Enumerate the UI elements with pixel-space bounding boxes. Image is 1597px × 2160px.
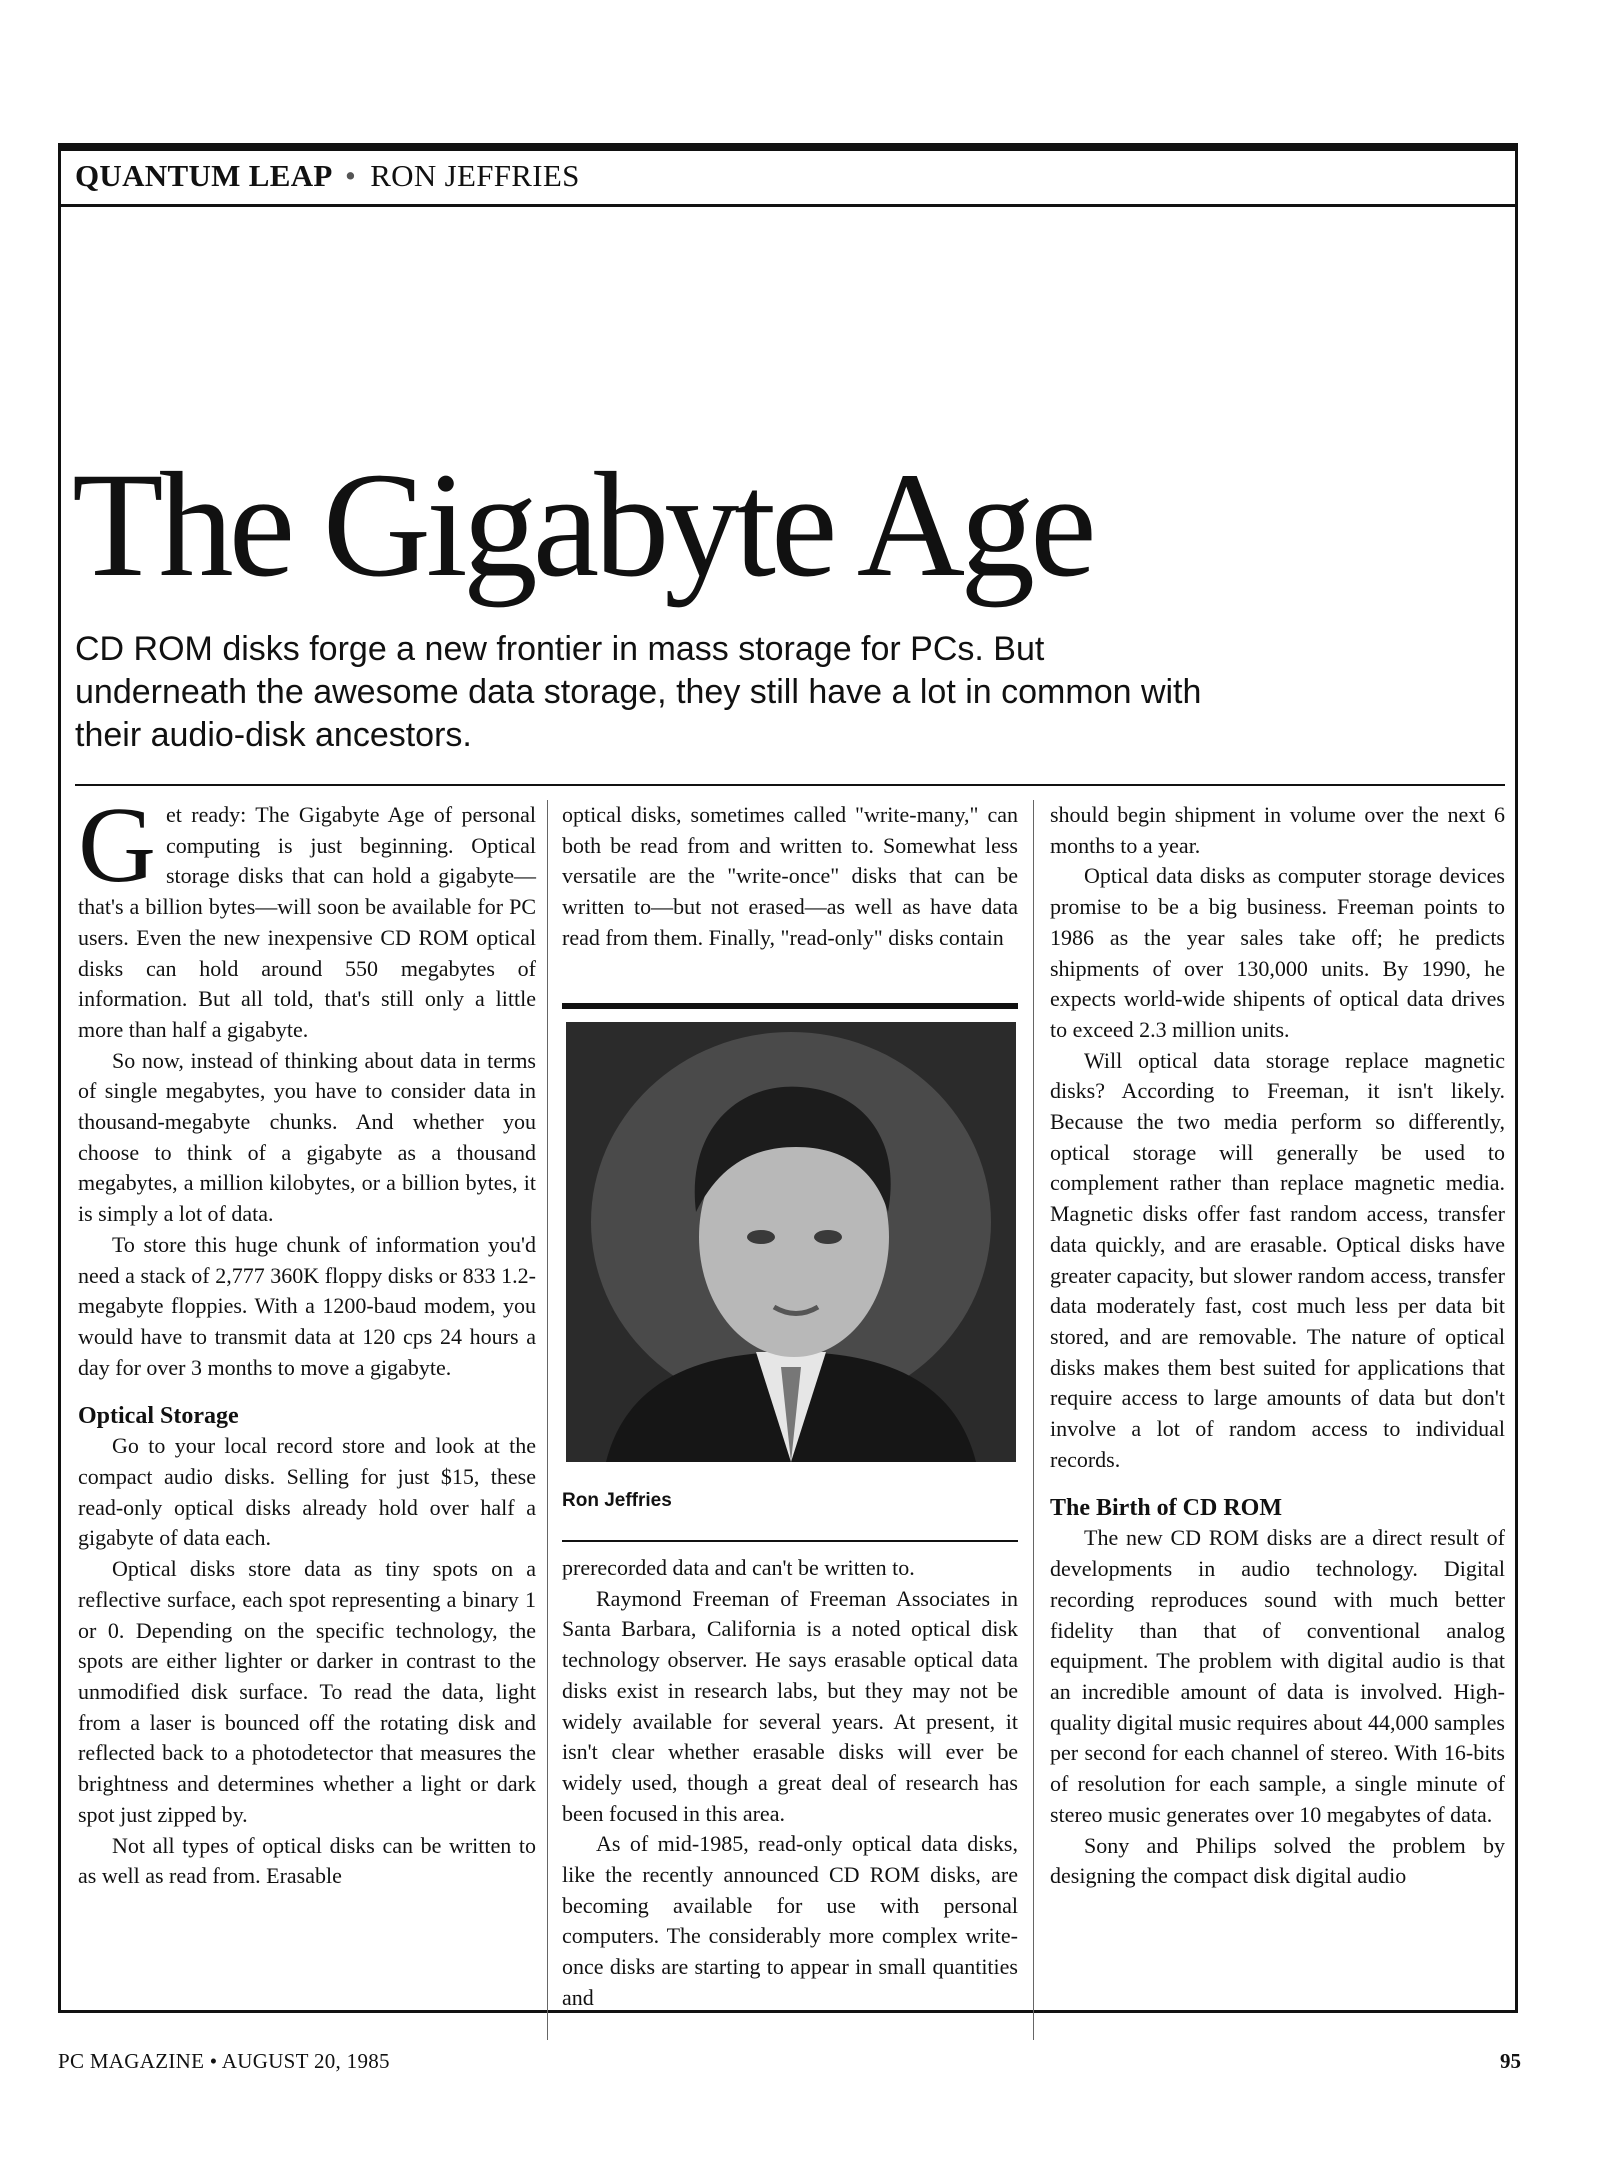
paragraph: Sony and Philips solved the problem by designing the compact disk digital audio <box>1050 1832 1505 1889</box>
section-heading: The Birth of CD ROM <box>1050 1495 1282 1522</box>
drop-cap: G <box>78 786 156 905</box>
caption-rule <box>562 1540 1018 1542</box>
header-separator: • <box>344 158 357 193</box>
column-divider <box>547 800 548 2040</box>
paragraph: Get ready: The Gigabyte Age of personal computing is just beginning. Optical storage disks that can hold a gigabyte—that's a billion bytes—will soon be available for PC users. Even the new inexpensive CD ROM optical disks can hold around 550 megabytes of information. But all told, that's still only a little more than half a gigabyte. <box>78 786 536 1042</box>
paragraph: The new CD ROM disks are a direct result of developments in audio technology. Digital recording reproduces sound with much better fidelity than that of conventional analog equipment. The problem with digital audio is that an incredible amount of data is involved. High-quality digital music requires about 44,000 samples per second for each channel of stereo. With 16-bits of resolution for each sample, a single minute of stereo music generates over 10 megabytes of data. <box>1050 1525 1505 1827</box>
paragraph: To store this huge chunk of information you'd need a stack of 2,777 360K floppy disks or 833 1.2-megabyte floppies. With a 1200-baud modem, you would have to transmit data at 120 cps 24 hours a day for over 3 months to move a gigabyte. <box>78 1231 536 1380</box>
paragraph: optical disks, sometimes called "write-many," can both be read from and written to. Somewhat less versatile are the "write-once" disks that can be written to—but not erased—as well as have data read from them. Finally, "read-only" disks contain <box>562 802 1018 950</box>
column-divider <box>1033 800 1034 2040</box>
paragraph: prerecorded data and can't be written to. <box>562 1555 915 1580</box>
column-1 <box>78 786 536 1892</box>
footer-publication: PC MAGAZINE • AUGUST 20, 1985 <box>58 2049 390 2073</box>
paragraph: So now, instead of thinking about data in terms of single megabytes, you have to consider data in thousand-megabyte chunks. And whether you choose to think of a gigabyte as a thousand megabytes, a million kilobytes, or a billion bytes, it is simply a lot of data. <box>78 1047 536 1227</box>
column-author: RON JEFFRIES <box>370 158 580 193</box>
paragraph: Optical disks store data as tiny spots on a reflective surface, each spot representing a binary 1 or 0. Depending on the specific technology, the spots are either lighter or darker in contrast to the unmodified disk surface. To read the data, light from a laser is bounced off the rotating disk and reflected back to a photodetector that measures the brightness and determines whether a light or dark spot just zipped by. <box>78 1556 536 1827</box>
paragraph: Will optical data storage replace magnetic disks? According to Freeman, it isn't likely. Because the two media perform so differently, optical storage will generally be used to complement rather than replace magnetic media. Magnetic disks offer fast random access, transfer data quickly, and are erasable. Optical disks have greater capacity, but slower random access, transfer data moderately fast, cost much less per data bit stored, and are removable. The nature of optical disks makes them best suited for applications that require access to large amounts of data but don't involve a lot of random access to individual records. <box>1050 1047 1505 1472</box>
column-name: QUANTUM LEAP <box>75 158 331 193</box>
deck-rule <box>75 784 1505 786</box>
article-deck: CD ROM disks forge a new frontier in mass storage for PCs. But underneath the awesome data storage, they still have a lot in common with their audio-disk ancestors. <box>75 630 1202 754</box>
paragraph: As of mid-1985, read-only optical data disks, like the recently announced CD ROM disks, are becoming available for use with personal computers. The considerably more complex write-once disks are starting to appear in small quantities and <box>562 1831 1018 2010</box>
paragraph: Not all types of optical disks can be written to as well as read from. Erasable <box>78 1832 536 1889</box>
header-underline <box>58 204 1518 207</box>
section-heading: Optical Storage <box>78 1403 239 1430</box>
portrait-illustration <box>566 1022 1016 1462</box>
photo-top-rule <box>562 1003 1018 1009</box>
paragraph: should begin shipment in volume over the next 6 months to a year. <box>1050 802 1505 858</box>
paragraph: Optical data disks as computer storage devices promise to be a big business. Freeman points to 1986 as the year sales take off; he predicts shipments of over 130,000 units. By 1990, he expects world-wide shipents of optical data drives to exceed 2.3 million units. <box>1050 863 1505 1042</box>
column-3 <box>1050 800 1505 1892</box>
column-2-lower-text <box>562 1553 1018 2014</box>
paragraph: Raymond Freeman of Freeman Associates in Santa Barbara, California is a noted optical disk technology observer. He says erasable optical data disks exist in research labs, but they may not be widely available for several years. At present, it isn't clear whether erasable disks will ever be widely used, though a great deal of research has been focused in this area. <box>562 1585 1018 1826</box>
article-title: The Gigabyte Age <box>72 442 1092 608</box>
photo-caption: Ron Jeffries <box>562 1490 672 1511</box>
paragraph: Go to your local record store and look at the compact audio disks. Selling for just $15, these read-only optical disks already hold over half a gigabyte of data each. <box>78 1433 536 1551</box>
column-header <box>75 158 580 194</box>
page-number: 95 <box>1500 2049 1521 2073</box>
author-photo <box>566 1022 1016 1462</box>
